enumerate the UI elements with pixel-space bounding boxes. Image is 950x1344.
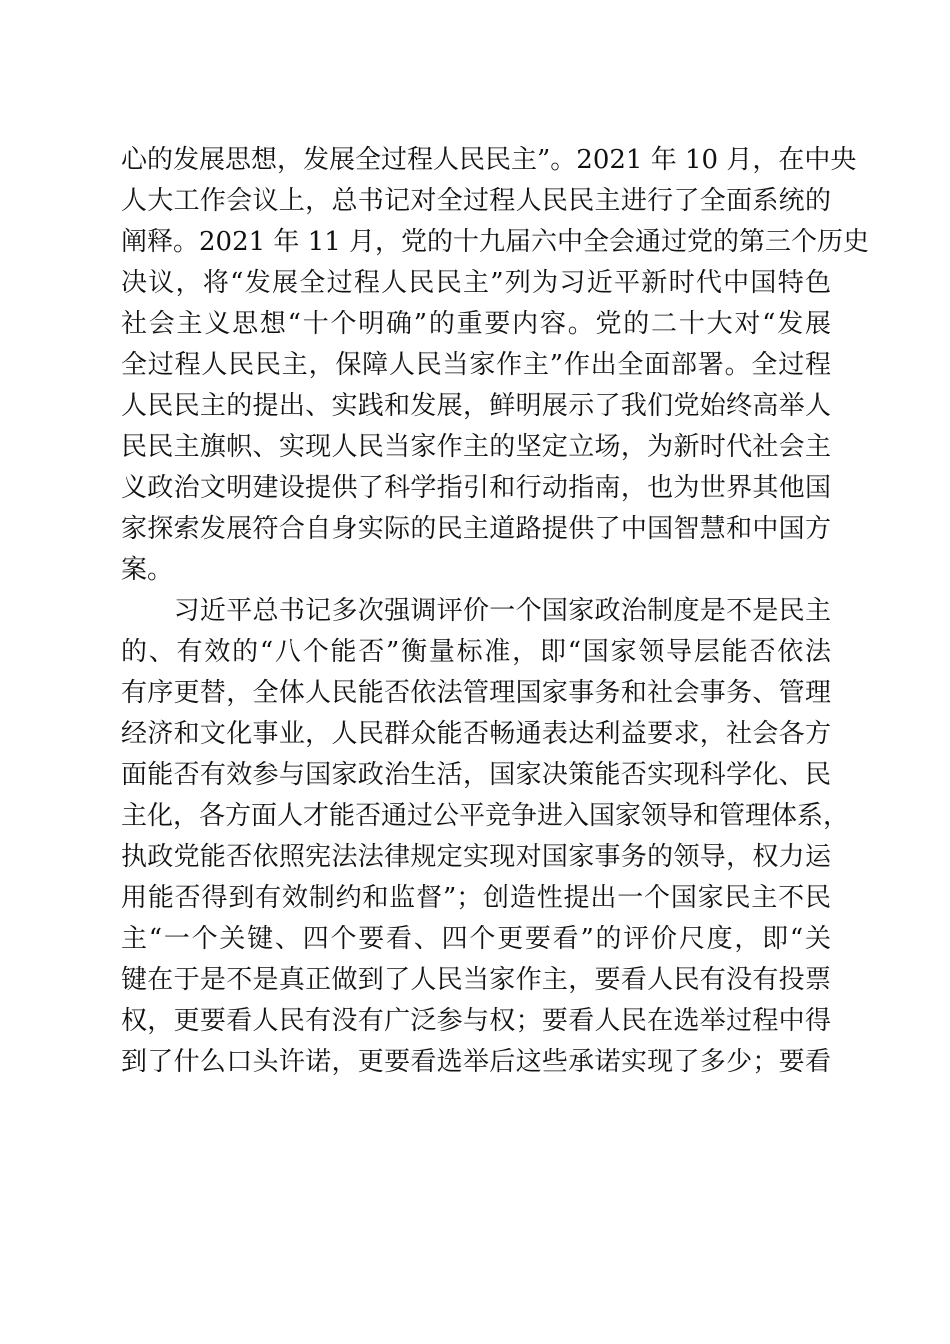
- text-line: 案。: [121, 555, 174, 585]
- text-line: 全过程人民民主，保障人民当家作主”作出全面部署。全过程: [121, 350, 831, 380]
- paragraph-2: [121, 591, 850, 1083]
- text-line: 主“一个关键、四个要看、四个更要看”的评价尺度，即“关: [121, 924, 831, 954]
- text-line: 决议，将“发展全过程人民民主”列为习近平新时代中国特色: [121, 268, 831, 298]
- text-line: 用能否得到有效制约和监督”；创造性提出一个国家民主不民: [121, 883, 831, 913]
- text-line: 主化，各方面人才能否通过公平竞争进入国家领导和管理体系，: [121, 801, 850, 831]
- text-line: 经济和文化事业，人民群众能否畅通表达利益要求，社会各方: [121, 719, 831, 749]
- text-line: 执政党能否依照宪法法律规定实现对国家事务的领导，权力运: [121, 842, 831, 872]
- text-line: 到了什么口头许诺，更要看选举后这些承诺实现了多少；要看: [121, 1047, 831, 1077]
- text-line: 键在于是不是真正做到了人民当家作主，要看人民有没有投票: [121, 965, 831, 995]
- text-line: 家探索发展符合自身实际的民主道路提供了中国智慧和中国方: [121, 514, 831, 544]
- text-line: 义政治文明建设提供了科学指引和行动指南，也为世界其他国: [121, 473, 831, 503]
- text-line: 人民民主的提出、实践和发展，鲜明展示了我们党始终高举人: [121, 391, 831, 421]
- text-line: 社会主义思想“十个明确”的重要内容。党的二十大对“发展: [121, 309, 831, 339]
- text-line: 的、有效的“八个能否”衡量标准，即“国家领导层能否依法: [121, 637, 831, 667]
- text-line: 心的发展思想，发展全过程人民民主”。2021 年 10 月，在中央: [121, 145, 857, 175]
- paragraph-1: [121, 140, 870, 591]
- text-line: 权，更要看人民有没有广泛参与权；要看人民在选举过程中得: [121, 1006, 831, 1036]
- text-line: 民民主旗帜、实现人民当家作主的坚定立场，为新时代社会主: [121, 432, 831, 462]
- text-line: 人大工作会议上，总书记对全过程人民民主进行了全面系统的: [121, 186, 831, 216]
- text-line: 面能否有效参与国家政治生活，国家决策能否实现科学化、民: [121, 760, 831, 790]
- text-line: 习近平总书记多次强调评价一个国家政治制度是不是民主: [121, 596, 831, 626]
- body-text: [121, 140, 870, 1083]
- text-line: 阐释。2021 年 11 月，党的十九届六中全会通过党的第三个历史: [121, 227, 870, 257]
- text-line: 有序更替，全体人民能否依法管理国家事务和社会事务、管理: [121, 678, 831, 708]
